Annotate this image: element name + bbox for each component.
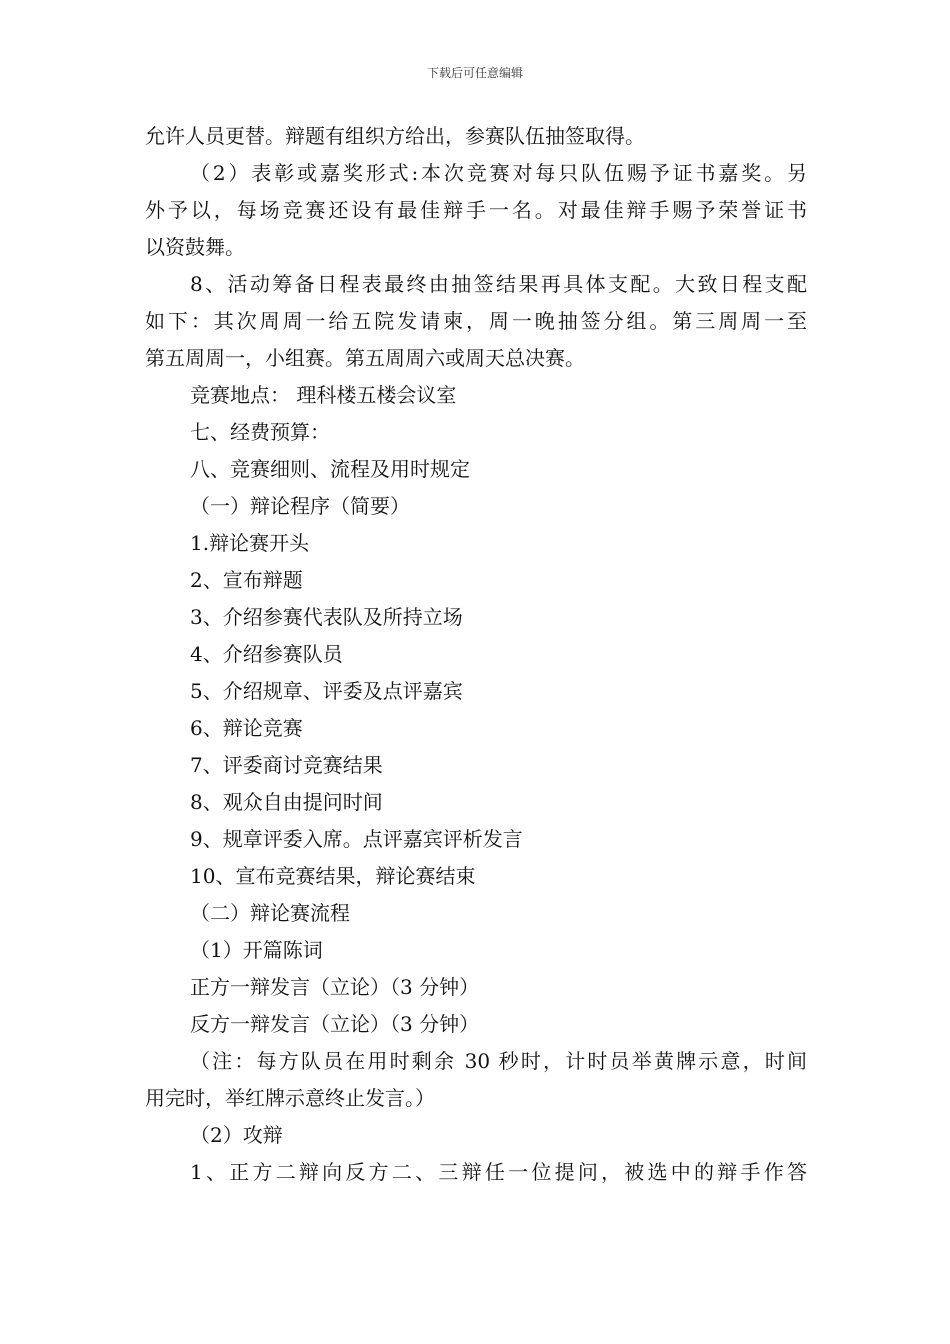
paragraph-line: （2）表彰或嘉奖形式:本次竞赛对每只队伍赐予证书嘉奖。另: [190, 161, 807, 185]
section-heading: 八、竞赛细则、流程及用时规定: [190, 457, 470, 481]
list-item: 10、宣布竞赛结果，辩论赛结束: [190, 864, 476, 888]
subsection-heading: （二）辩论赛流程: [190, 901, 350, 925]
section-heading: 七、经费预算：: [190, 420, 330, 444]
list-item: 9、规章评委入席。点评嘉宾评析发言: [190, 827, 523, 851]
list-item: 5、介绍规章、评委及点评嘉宾: [190, 679, 463, 703]
list-item: 1.辩论赛开头: [190, 531, 310, 555]
subsection-heading: （2）攻辩: [190, 1123, 283, 1147]
paragraph-line: 以资鼓舞。: [145, 235, 245, 259]
list-item: 6、辩论竞赛: [190, 716, 303, 740]
paragraph-line: 1、正方二辩向反方二、三辩任一位提问，被选中的辩手作答: [190, 1160, 807, 1184]
paragraph-line: 反方一辩发言（立论）（3 分钟）: [190, 1012, 480, 1036]
paragraph-line: （注：每方队员在用时剩余 30 秒时，计时员举黄牌示意，时间: [190, 1049, 807, 1073]
paragraph-line: 用完时，举红牌示意终止发言。）: [145, 1086, 435, 1110]
list-item: 4、介绍参赛队员: [190, 642, 343, 666]
paragraph-line: 允许人员更替。辩题有组织方给出，参赛队伍抽签取得。: [145, 124, 645, 148]
paragraph-line: 外予以，每场竞赛还设有最佳辩手一名。对最佳辩手赐予荣誉证书: [145, 198, 807, 222]
paragraph-line: 正方一辩发言（立论）（3 分钟）: [190, 975, 480, 999]
list-item: 7、评委商讨竞赛结果: [190, 753, 383, 777]
document-body: [145, 118, 807, 1191]
paragraph-line: 如下：其次周周一给五院发请柬，周一晚抽签分组。第三周周一至: [145, 309, 807, 333]
list-item: 8、观众自由提问时间: [190, 790, 383, 814]
page-header: 下载后可任意编辑: [426, 66, 523, 80]
paragraph-line: 第五周周一，小组赛。第五周周六或周天总决赛。: [145, 346, 585, 370]
paragraph-line: 8、活动筹备日程表最终由抽签结果再具体支配。大致日程支配: [190, 272, 807, 296]
subsection-heading: （1）开篇陈词: [190, 938, 323, 962]
paragraph-line: 竞赛地点： 理科楼五楼会议室: [190, 383, 457, 407]
list-item: 3、介绍参赛代表队及所持立场: [190, 605, 463, 629]
list-item: 2、宣布辩题: [190, 568, 303, 592]
subsection-heading: （一）辩论程序（简要）: [190, 494, 410, 518]
